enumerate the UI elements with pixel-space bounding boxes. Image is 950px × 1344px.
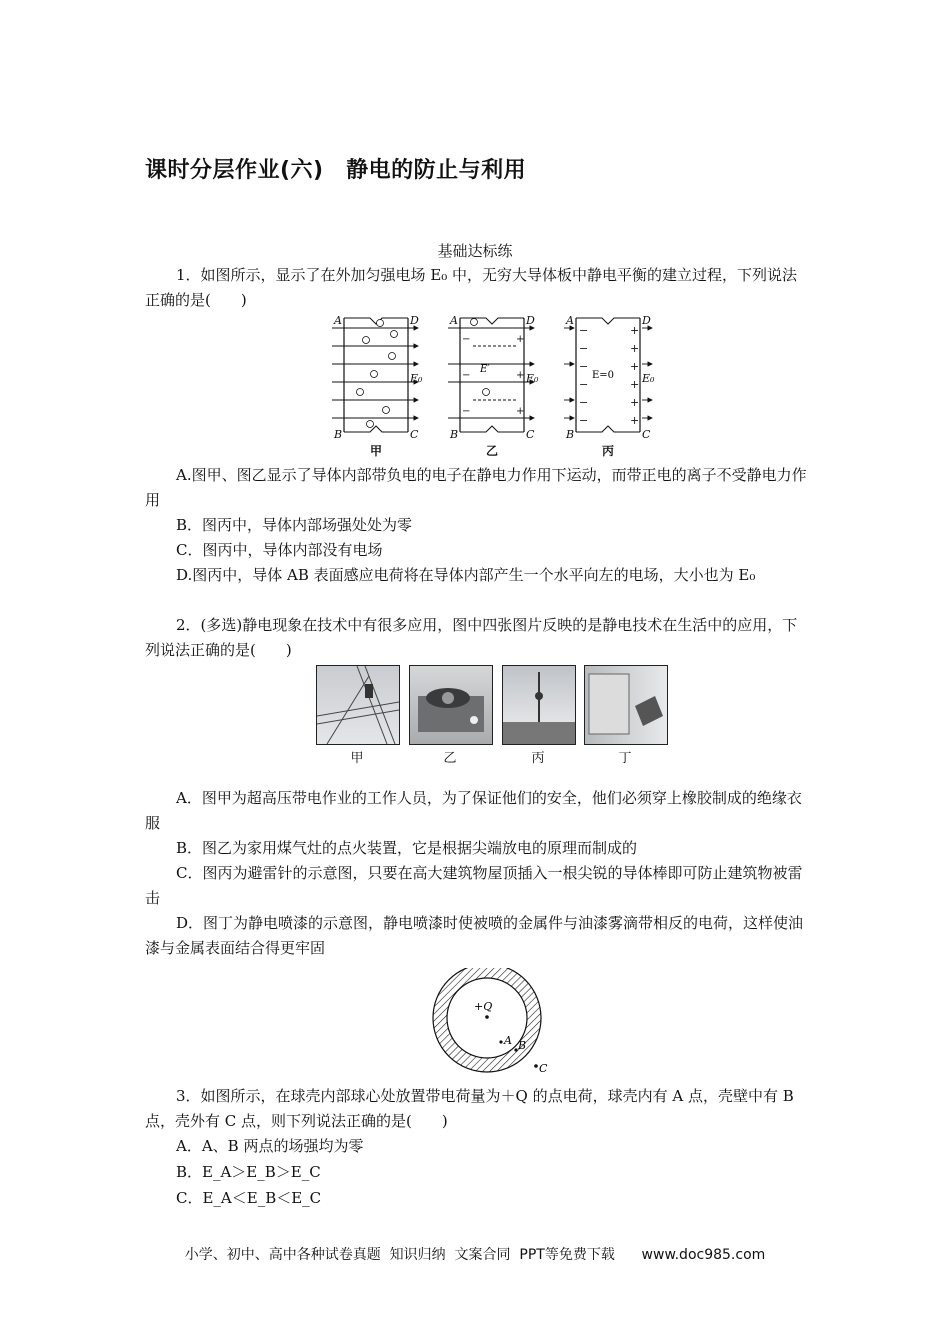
q3-charge-label: +Q (474, 1000, 493, 1013)
svg-text:−: − (579, 342, 589, 355)
svg-text:+: + (630, 396, 640, 409)
q1-caption-jia: 甲 (370, 444, 383, 458)
q1-label-E0: E₀ (526, 372, 539, 385)
q2-caption-ding: 丁 (618, 751, 632, 766)
q1-label-E0: E₀ (410, 372, 423, 385)
q1-panel-yi (448, 318, 534, 432)
q1-label-D: D (410, 314, 419, 327)
q3-stem: 3．如图所示，在球壳内部球心处放置带电荷量为＋Q 的点电荷，球壳内有 A 点，壳壁中有 B 点，壳外有 C 点，则下列说法正确的是( ) (145, 1087, 794, 1130)
page-title: 课时分层作业(六) 静电的防止与利用 (145, 158, 527, 183)
q1-label-B: B (450, 428, 459, 441)
q1-label-C: C (410, 428, 419, 441)
svg-text:−: − (462, 334, 471, 345)
svg-text:−: − (462, 406, 471, 417)
q1-panel-bing (564, 318, 652, 432)
svg-text:+: + (630, 342, 640, 355)
q2-option-b: B．图乙为家用煤气灶的点火装置，它是根据尖端放电的原理而制成的 (176, 839, 638, 857)
q2-caption-bing: 丙 (531, 751, 545, 766)
svg-text:+: + (630, 324, 640, 337)
q1-label-C: C (642, 428, 651, 441)
q3-label-C: C (539, 1062, 548, 1075)
q1-label-D: D (642, 314, 651, 327)
q3-label-A: A (504, 1034, 512, 1047)
q2-photo-bing (502, 665, 576, 745)
q3-figure (430, 968, 560, 1080)
svg-text:+: + (516, 406, 525, 417)
q1-label-B: B (566, 428, 575, 441)
svg-text:+: + (630, 414, 640, 427)
q1-caption-yi: 乙 (486, 444, 499, 458)
svg-text:−: − (579, 378, 589, 391)
svg-text:−: − (462, 370, 471, 381)
q1-induced-field-label: E′ (480, 364, 490, 375)
q1-option-b: B．图丙中，导体内部场强处处为零 (176, 516, 413, 534)
page-footer: 小学、初中、高中各种试卷真题 知识归纳 文案合同 PPT等免费下载 www.doc985.com (184, 1247, 766, 1263)
svg-text:−: − (579, 414, 589, 427)
q2-photo-yi (409, 665, 493, 745)
q3-option-b: B．E_A＞E_B＞E_C (176, 1163, 321, 1181)
q1-label-E0: E₀ (642, 372, 655, 385)
q1-panel-jia (332, 318, 418, 432)
q1-label-C: C (526, 428, 535, 441)
q1-label-A: A (566, 314, 574, 327)
q1-zero-field-label: E=0 (592, 370, 615, 381)
q1-label-A: A (334, 314, 342, 327)
svg-text:−: − (579, 324, 589, 337)
q3-option-c: C．E_A＜E_B＜E_C (176, 1189, 322, 1207)
q1-option-a: A.图甲、图乙显示了导体内部带负电的电子在静电力作用下运动，而带正电的离子不受静电力作用 (145, 466, 807, 509)
svg-text:+: + (516, 334, 525, 345)
q3-option-a: A．A、B 两点的场强均为零 (176, 1137, 364, 1155)
q1-caption-bing: 丙 (602, 444, 615, 458)
q3-label-B: B (518, 1039, 527, 1052)
svg-text:−: − (579, 360, 589, 373)
section-heading: 基础达标练 (437, 242, 513, 260)
svg-text:+: + (516, 370, 525, 381)
q2-photo-jia (316, 665, 400, 745)
q2-option-c: C．图丙为避雷针的示意图，只要在高大建筑物屋顶插入一根尖锐的导体棒即可防止建筑物被雷击 (145, 864, 803, 907)
svg-text:−: − (579, 396, 589, 409)
q1-label-A: A (450, 314, 458, 327)
q2-option-a: A．图甲为超高压带电作业的工作人员，为了保证他们的安全，他们必须穿上橡胶制成的绝缘衣服 (145, 789, 802, 832)
q1-option-c: C．图丙中，导体内部没有电场 (176, 541, 383, 559)
svg-text:+: + (630, 360, 640, 373)
q2-caption-yi: 乙 (443, 751, 457, 766)
q2-photo-ding (584, 665, 668, 745)
q1-option-d: D.图丙中，导体 AB 表面感应电荷将在导体内部产生一个水平向左的电场，大小也为 E₀ (176, 566, 756, 584)
q1-figure (330, 312, 660, 460)
q1-stem: 1．如图所示，显示了在外加匀强电场 E₀ 中，无穷大导体板中静电平衡的建立过程，下列说法正确的是( ) (145, 266, 798, 309)
svg-text:+: + (630, 378, 640, 391)
q1-label-D: D (526, 314, 535, 327)
q1-label-B: B (334, 428, 343, 441)
q2-option-d: D．图丁为静电喷漆的示意图，静电喷漆时使被喷的金属件与油漆雾滴带相反的电荷，这样使油漆与金属表面结合得更牢固 (145, 914, 804, 957)
q2-caption-jia: 甲 (350, 751, 364, 766)
q2-stem: 2．(多选)静电现象在技术中有很多应用，图中四张图片反映的是静电技术在生活中的应用，下列说法正确的是( ) (145, 616, 798, 659)
